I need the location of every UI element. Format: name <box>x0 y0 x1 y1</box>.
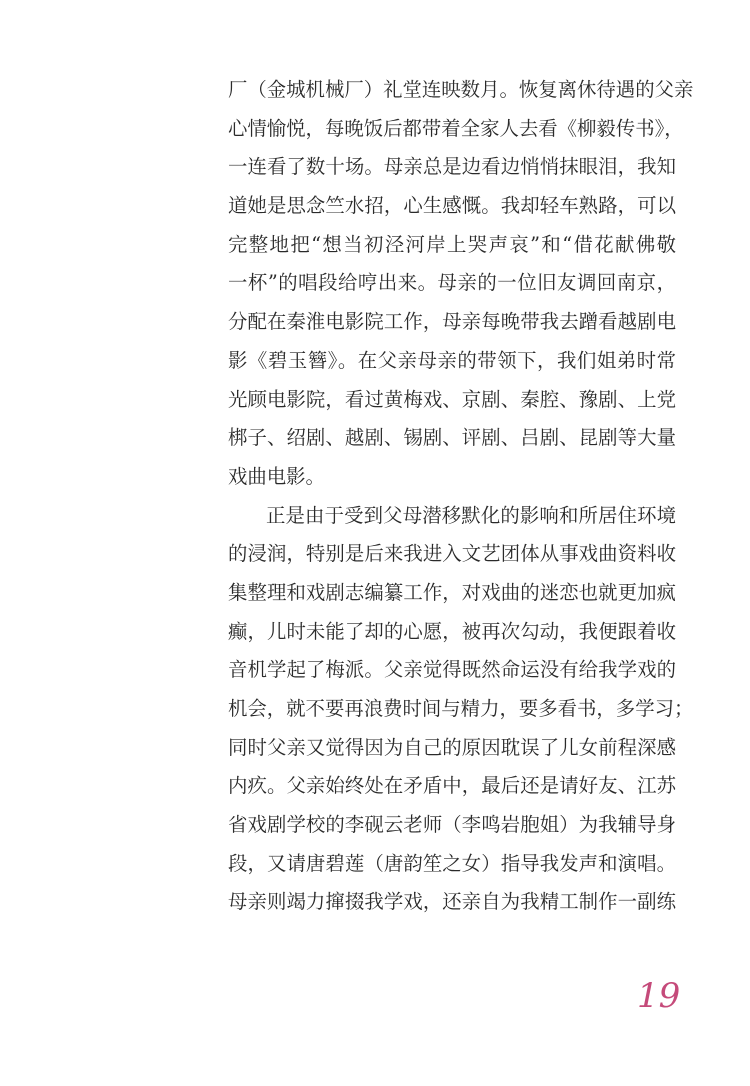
text-line: 戏曲电影。 <box>228 464 325 488</box>
text-line: 梆子、绍剧、越剧、锡剧、评剧、吕剧、昆剧等大量 <box>228 426 676 450</box>
text-line: 完整地把“想当初泾河岸上哭声哀”和“借花献佛敬 <box>228 232 676 256</box>
page-number: 19 <box>637 976 681 1016</box>
text-line: 一连看了数十场。母亲总是边看边悄悄抹眼泪，我知 <box>228 155 676 179</box>
text-line: 心情愉悦，每晚饭后都带着全家人去看《柳毅传书》， <box>228 116 684 140</box>
text-line: 音机学起了梅派。父亲觉得既然命运没有给我学戏的 <box>228 658 676 682</box>
text-line: 内疚。父亲始终处在矛盾中，最后还是请好友、江苏 <box>228 774 676 798</box>
text-line: 同时父亲又觉得因为自己的原因耽误了儿女前程深感 <box>228 735 676 759</box>
text-line: 分配在秦淮电影院工作，母亲每晚带我去蹭看越剧电 <box>228 310 676 334</box>
text-line: 母亲则竭力撺掇我学戏，还亲自为我精工制作一副练 <box>228 890 676 914</box>
text-line: 一杯”的唱段给哼出来。母亲的一位旧友调回南京， <box>228 271 676 295</box>
text-line: 集整理和戏剧志编纂工作，对戏曲的迷恋也就更加疯 <box>228 580 676 604</box>
text-line: 的浸润，特别是后来我进入文艺团体从事戏曲资料收 <box>228 542 676 566</box>
text-line: 影《碧玉簪》。在父亲母亲的带领下，我们姐弟时常 <box>228 348 676 372</box>
text-line: 癫，儿时未能了却的心愿，被再次勾动，我便跟着收 <box>228 619 676 643</box>
body-text <box>228 71 694 922</box>
text-line: 省戏剧学校的李砚云老师（李鸣岩胞姐）为我辅导身 <box>228 813 676 837</box>
text-line: 道她是思念竺水招，心生感慨。我却轻车熟路，可以 <box>228 194 676 218</box>
text-line: 机会，就不要再浪费时间与精力，要多看书，多学习； <box>228 697 694 720</box>
text-line: 段，又请唐碧莲（唐韵笙之女）指导我发声和演唱。 <box>228 851 676 875</box>
paragraph-1 <box>228 71 694 497</box>
paragraph-2 <box>228 497 694 923</box>
text-line: 正是由于受到父母潜移默化的影响和所居住环境 <box>266 503 676 527</box>
text-line: 厂（金城机械厂）礼堂连映数月。恢复离休待遇的父亲 <box>228 78 694 101</box>
text-line: 光顾电影院，看过黄梅戏、京剧、秦腔、豫剧、上党 <box>228 387 676 411</box>
